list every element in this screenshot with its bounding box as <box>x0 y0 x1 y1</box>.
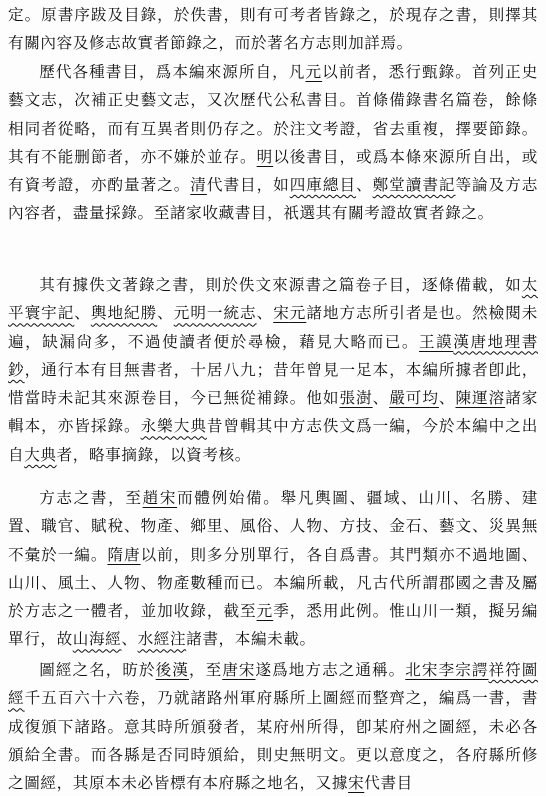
text-run: 以後書目，或爲本條來源所自出，或有資考證，亦酌量著之。 <box>8 147 538 195</box>
text-run: 圖經之名，昉於 <box>39 661 156 679</box>
text-run: 方志之書，至 <box>39 489 143 507</box>
book-title: 輿地紀勝 <box>90 304 158 323</box>
proper-name: 清 <box>190 176 207 195</box>
text-run: 、 <box>372 389 390 408</box>
proper-name: 張澍 <box>339 389 373 408</box>
book-title: 大典 <box>24 445 57 464</box>
book-title: 水經注 <box>137 630 187 649</box>
paragraph-1 <box>8 1 538 58</box>
proper-name: 明 <box>256 147 274 166</box>
proper-name: 嚴可均 <box>389 389 439 408</box>
text-run: 季，悉用此例。惟山川一類，擬另編單行，故 <box>8 602 538 649</box>
text-run: 其有據佚文著錄之書，則於佚文來源書之篇卷子目，逐條備載，如 <box>39 276 522 294</box>
paragraph-5 <box>8 656 538 797</box>
proper-name: 隋唐 <box>107 545 141 564</box>
proper-name: 元 <box>256 602 274 621</box>
paragraph-3 <box>8 271 538 469</box>
text-run: 定。原書序跋及目錄，於佚書，則有可考者皆錄之，於現存之書，則擇其有關內容及修志故實者節錄之，而於著名方志則加詳焉。 <box>8 6 538 53</box>
text-run: 諸書，本編未載。 <box>186 630 316 649</box>
text-run: 、 <box>74 304 91 323</box>
book-title: 鄭堂讀書記 <box>372 176 456 195</box>
paragraph-2 <box>8 58 538 228</box>
text-run: 以前者，悉行甄錄。首列正史藝文志，次補正史藝文志，又次歷代公私書目。首條備錄書名篇卷，餘條相同者從略，而有互異者則仍存之。於注文考證，省去重複，擇要節錄。其有不能删節者，亦不嫌於並存。 <box>8 63 538 166</box>
proper-name: 王謨 <box>419 332 454 351</box>
book-title: 太平寰宇記 <box>8 276 538 323</box>
text-run: 等論及方志內容者，盡量採錄。至諸家收藏書目，祇選其有關考證故實者錄之。 <box>8 176 538 223</box>
proper-name: 後漢 <box>155 661 189 679</box>
text-run: 、 <box>121 630 138 649</box>
text-run: 以前，則多分別單行，各自爲書。其門類亦不過地圖、山川、風土、人物、物產數種而已。本編所載，凡古代所謂郡國之書及屬於方志之一體者，並加收錄，截至 <box>8 545 539 621</box>
text-run: 千五百六十六卷，乃就諸路州軍府縣所上圖經而整齊之，編爲一書，書成復頒下諸路。意其時所頒發者，某府州所得，卽某府州之圖經，未必各頒給全書。而各縣是否同時頒給，則史無明文。更以意度之，各府縣所修之圖經，其原本未必皆標有本府縣之地名，又據 <box>8 689 538 793</box>
book-title: 祥符圖經 <box>8 661 538 708</box>
proper-name: 元 <box>305 63 323 81</box>
proper-name: 陳運溶 <box>455 389 506 408</box>
proper-name: 北宋 <box>405 661 439 679</box>
text-run: 、 <box>356 176 373 195</box>
proper-name: 宋 <box>348 774 365 793</box>
text-run: 者，略事摘錄，以資考核。 <box>56 445 251 464</box>
text-run: 、 <box>438 389 456 408</box>
text-run: 、 <box>256 304 274 323</box>
paragraph-4 <box>8 484 538 654</box>
proper-name: 元 <box>289 304 307 323</box>
book-title: 四庫總目 <box>289 176 357 195</box>
text-run: 、 <box>157 304 174 323</box>
text-run: 歷代各種書目，爲本編來源所自，凡 <box>39 63 306 81</box>
text-run: 諸家輯本，亦皆採錄。 <box>8 389 538 436</box>
text-run: 而體例始備。舉凡輿圖、疆域、山川、名勝、建置、職官、賦稅、物產、鄉里、風俗、人物、方技、金石、藝文、災異無不彙於一編。 <box>8 489 538 564</box>
proper-name: 趙宋 <box>142 489 178 507</box>
proper-name: 李宗諤 <box>438 661 489 679</box>
text-run: ，通行本有目無書者，十居八九；昔年曾見一足本，本編所據者卽此，惜當時未記其來源卷目，今已無從補錄。他如 <box>8 360 538 408</box>
book-title: 山海經 <box>72 630 122 649</box>
text-run: 諸地方志所引者是也。然檢閱未遍，缺漏尙多，不過使讀者便於尋檢，藉見大略而已。 <box>8 304 538 351</box>
text-run: 代書目 <box>364 774 413 793</box>
text-run: 代書目，如 <box>206 176 290 195</box>
proper-name: 宋 <box>273 304 290 323</box>
text-run: ，至 <box>188 661 223 679</box>
text-run: 昔曾輯其中方志佚文爲一編，今於本編中之出自 <box>8 417 538 464</box>
proper-name: 唐 <box>222 661 239 679</box>
text-run: 遂爲地方志之通稱。 <box>255 661 406 679</box>
book-title: 永樂大典 <box>140 417 207 436</box>
proper-name: 宋 <box>238 661 256 679</box>
book-title: 漢唐地理書鈔 <box>8 332 538 379</box>
book-title: 元明一統志 <box>173 304 257 323</box>
